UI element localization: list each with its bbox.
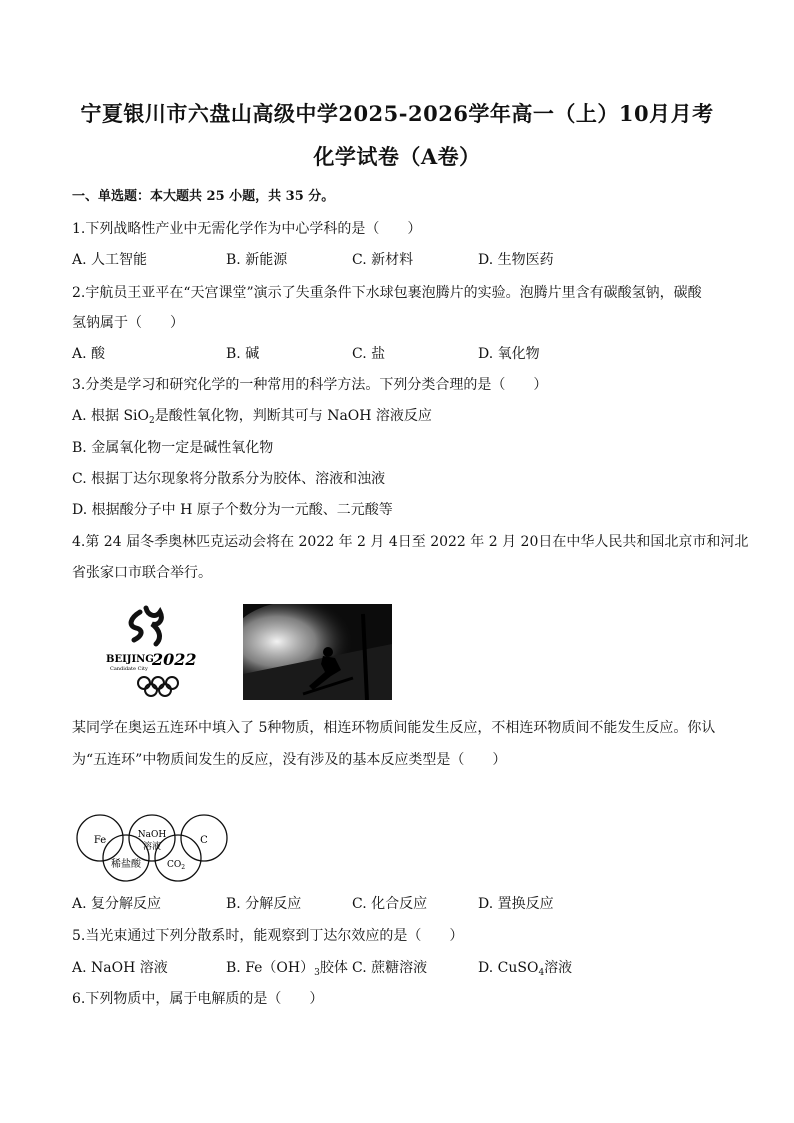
question-6-stem: 6.下列物质中，属于电解质的是（ ） [72,991,324,1007]
q5-option-d: D. CuSO$_4$溶液 [478,960,573,978]
q2-option-c: C. 盐 [352,346,386,362]
question-2-stem-line1: 2.宇航员王亚平在“天宫课堂”演示了失重条件下水球包裹泡腾片的实验。泡腾片里含有碳酸氢钠，碳酸 [72,285,702,301]
logo-figure-mark [131,608,161,644]
question-3-stem: 3.分类是学习和研究化学的一种常用的科学方法。下列分类合理的是（ ） [72,377,548,393]
q3-option-d: D. 根据酸分子中 H 原子个数分为一元酸、二元酸等 [72,502,393,518]
exam-title: 宁夏银川市六盘山高级中学2025-2026学年高一（上）10月月考 [80,101,714,126]
q5-option-c: C. 蔗糖溶液 [352,960,428,976]
ring-hcl-label: 稀盐酸 [111,859,141,870]
question-4-stem-line1: 4.第 24 届冬季奥林匹克运动会将在 2022 年 2 月 4日至 2022 年 2 月 20日在中华人民共和国北京市和河北 [72,534,749,550]
ring-co2-label: $CO_2$ [166,860,186,871]
q5-option-a: A. NaOH 溶液 [72,960,168,976]
beijing-2022-logo [100,604,205,699]
ring-naoh-label-2: 溶液 [142,842,162,852]
q2-option-a: A. 酸 [72,346,106,362]
question-5-stem: 5.当光束通过下列分散系时，能观察到丁达尔效应的是（ ） [72,928,464,944]
q2-option-b: B. 碱 [226,346,260,362]
q3-option-a: A. 根据 SiO$_2$是酸性氧化物，判断其可与 NaOH 溶液反应 [72,408,432,426]
question-4-paragraph-line1: 某同学在奥运五连环中填入了 5种物质，相连环物质间能发生反应，不相连环物质间不能发生反应。你认 [72,720,716,736]
q5-option-b: B. $Fe(OH)_3$胶体 [226,960,348,978]
q1-option-d: D. 生物医药 [478,252,554,268]
q3-option-c: C. 根据丁达尔现象将分散系分为胶体、溶液和浊液 [72,471,386,487]
q1-option-b: B. 新能源 [226,252,288,268]
section-heading: 一、单选题：本大题共 25 小题，共 35 分。 [72,189,335,204]
skier-photo [243,604,392,700]
q2-option-d: D. 氧化物 [478,346,540,362]
five-rings-diagram [70,812,235,884]
q3-option-b: B. 金属氧化物一定是碱性氧化物 [72,440,274,456]
q4-option-a: A. 复分解反应 [72,896,162,912]
q4-option-c: C. 化合反应 [352,896,428,912]
ring-naoh-label-1: NaOH [137,830,167,840]
ring-fe-label: Fe [93,835,107,846]
question-4-stem-line2: 省张家口市联合举行。 [72,565,212,581]
exam-subtitle: 化学试卷（A卷） [313,144,481,169]
question-1-stem: 1.下列战略性产业中无需化学作为中心学科的是（ ） [72,221,422,237]
question-4-paragraph-line2: 为“五连环”中物质间发生的反应，没有涉及的基本反应类型是（ ） [72,752,507,768]
logo-beijing-text: BEIJING [106,654,154,665]
question-2-stem-line2: 氢钠属于（ ） [72,315,184,331]
q4-option-d: D. 置换反应 [478,896,554,912]
ring-c-label: C [200,835,208,846]
q4-option-b: B. 分解反应 [226,896,302,912]
logo-year-text: 2022 [152,650,197,669]
logo-candidate-text: Candidate City [110,666,148,672]
q1-option-c: C. 新材料 [352,252,414,268]
olympic-rings-icon [138,677,178,696]
q1-option-a: A. 人工智能 [72,252,148,268]
